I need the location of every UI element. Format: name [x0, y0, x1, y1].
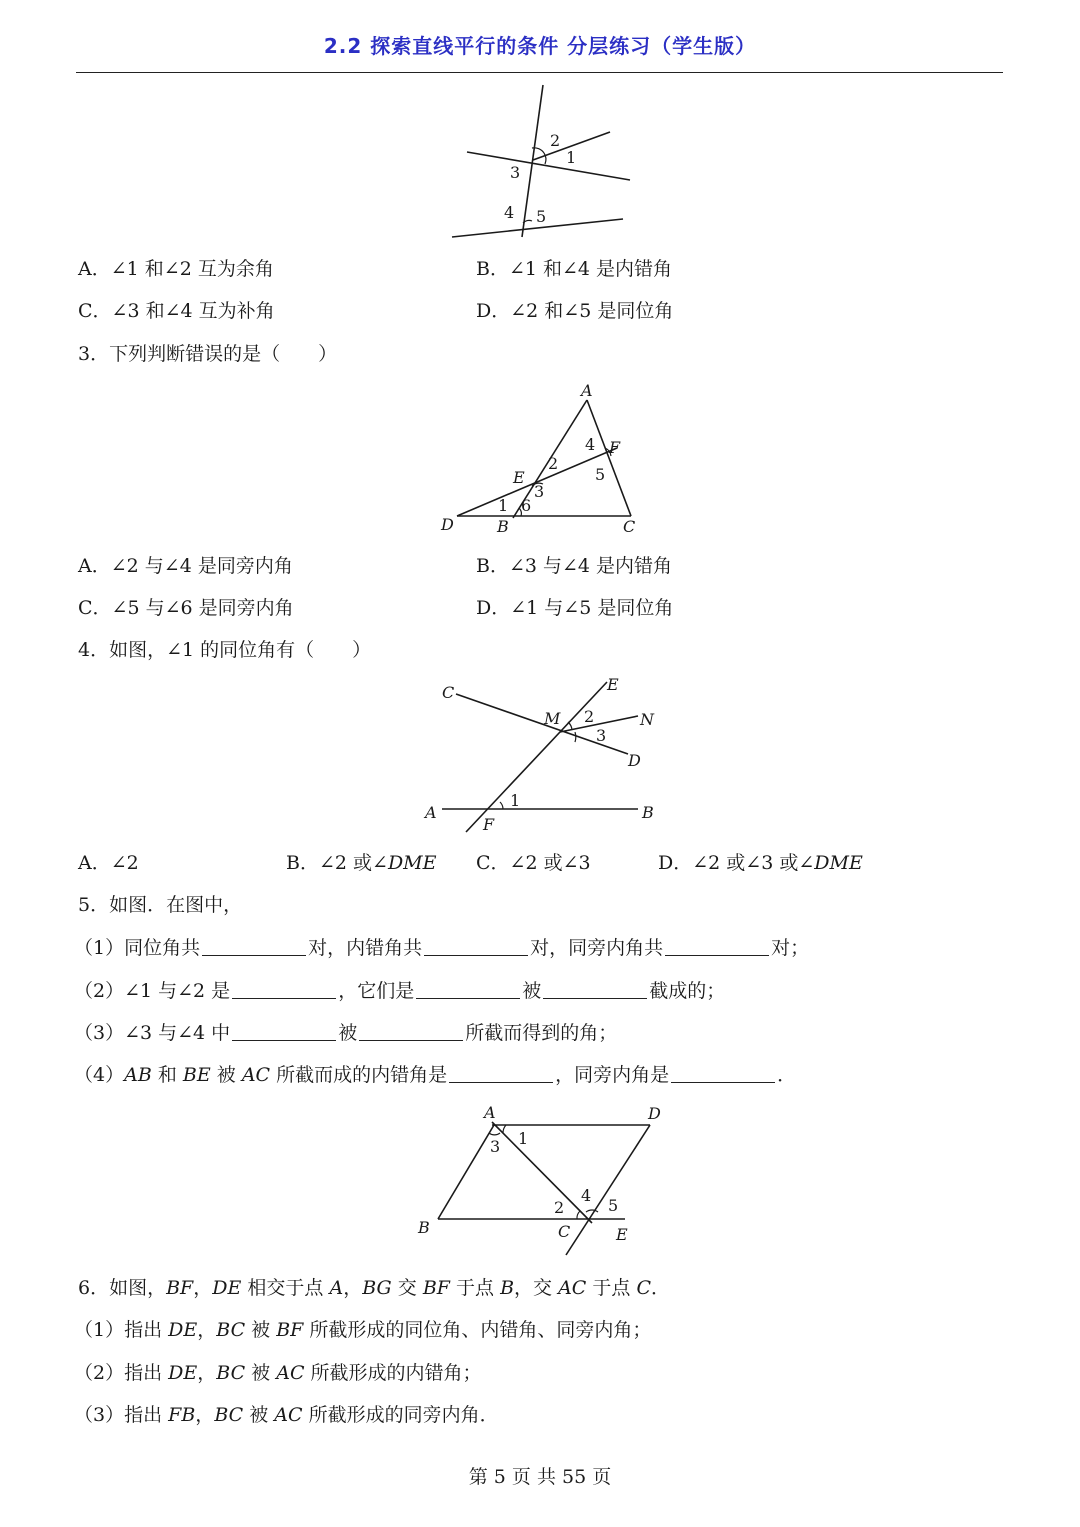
- q6-p1-de: DE: [168, 1319, 198, 1341]
- q6-stem-h: 于点: [586, 1277, 637, 1299]
- q2-label-1: 1: [566, 148, 577, 167]
- q2-label-2: 2: [550, 131, 561, 150]
- q3-label-5: 5: [595, 465, 606, 484]
- q5-p3-blank-1[interactable]: [232, 1022, 336, 1041]
- page-header-title: 2.2 探索直线平行的条件 分层练习（学生版）: [323, 34, 757, 58]
- q5-p4-blank-2[interactable]: [671, 1064, 775, 1083]
- q5-p2-blank-3[interactable]: [543, 980, 647, 999]
- q5-p3-blank-2[interactable]: [359, 1022, 463, 1041]
- q6-p3-c: 被: [243, 1404, 275, 1426]
- q6-stem: [78, 1275, 670, 1301]
- q5-line-d-transversal: [566, 1125, 650, 1255]
- q6-p1-b: ，: [197, 1319, 217, 1341]
- q4-label-f: F: [483, 815, 495, 834]
- q5-label-b: B: [418, 1218, 430, 1237]
- q3-label-3: 3: [534, 482, 545, 501]
- q6-stem-c: 相交于点: [241, 1277, 330, 1299]
- q6-stem-d: ，: [343, 1277, 363, 1299]
- q6-stem-b: ，: [193, 1277, 213, 1299]
- q5-p1-text-a: （1）同位角共: [74, 937, 201, 959]
- q5-p1-blank-3[interactable]: [665, 937, 769, 956]
- q5-p2-blank-2[interactable]: [416, 980, 520, 999]
- q4-label-n: N: [640, 710, 654, 729]
- q3-label-6: 6: [521, 496, 532, 515]
- q4-option-b-angle: DME: [387, 852, 437, 874]
- q3-label-d: D: [441, 515, 454, 534]
- q4-label-a: A: [425, 803, 437, 822]
- q6-p1-bf: BF: [276, 1319, 304, 1341]
- q5-stem: 5．如图．在图中，: [78, 894, 243, 916]
- header-divider: [76, 72, 1003, 73]
- q5-p1-text-b: 对，内错角共: [308, 937, 423, 959]
- q6-p3-d: 所截形成的同旁内角．: [302, 1404, 499, 1426]
- q4-option-d: [658, 850, 863, 876]
- q5-p4-blank-1[interactable]: [449, 1064, 553, 1083]
- q5-p4-text-a: （4）: [74, 1064, 125, 1086]
- q5-label-a: A: [484, 1103, 496, 1122]
- q4-label-1: 1: [510, 791, 521, 810]
- page-footer: 第 5 页 共 55 页: [468, 1466, 612, 1488]
- q6-part-1: [74, 1317, 651, 1343]
- q2-option-a: A．∠1 和∠2 互为余角: [78, 258, 274, 280]
- q4-angle-arc-1: [500, 802, 503, 809]
- q6-stem-point-a: A: [329, 1277, 344, 1299]
- q5-label-3: 3: [490, 1137, 501, 1156]
- q6-stem-point-b: B: [500, 1277, 515, 1299]
- q6-p1-a: （1）指出: [74, 1319, 169, 1341]
- q5-label-5: 5: [608, 1196, 619, 1215]
- q2-label-5: 5: [536, 207, 547, 226]
- q2-option-b: B．∠1 和∠4 是内错角: [476, 258, 673, 280]
- q4-option-a: A．∠2: [78, 852, 139, 874]
- q6-part-3: [74, 1402, 499, 1428]
- q4-label-c: C: [442, 683, 455, 702]
- q4-option-b-text: B．∠2 或∠: [286, 852, 388, 874]
- q4-label-m: M: [544, 709, 561, 728]
- q5-line-ac: [492, 1122, 592, 1223]
- q6-part-2: [74, 1360, 482, 1386]
- q6-p1-bc: BC: [216, 1319, 246, 1341]
- q6-p2-de: DE: [168, 1362, 198, 1384]
- q6-p3-bc: BC: [214, 1404, 244, 1426]
- q6-p3-ac: AC: [274, 1404, 303, 1426]
- q4-option-b: [286, 850, 437, 876]
- q3-label-e: E: [513, 468, 525, 487]
- q5-p4-text-e: ，同旁内角是: [555, 1064, 670, 1086]
- q3-label-b: B: [497, 517, 509, 536]
- q6-stem-point-c: C: [636, 1277, 651, 1299]
- q5-part-2: [74, 978, 725, 1004]
- q5-label-1: 1: [518, 1129, 529, 1148]
- q3-label-4: 4: [585, 435, 596, 454]
- q5-figure: [410, 1100, 670, 1260]
- q6-stem-de: DE: [212, 1277, 242, 1299]
- q5-angle-arc-4: [586, 1210, 598, 1212]
- q6-stem-bg: BG: [362, 1277, 392, 1299]
- q6-p2-bc: BC: [216, 1362, 246, 1384]
- q3-label-f: F: [609, 438, 621, 457]
- q5-p3-text-a: （3）∠3 与∠4 中: [74, 1022, 231, 1044]
- q6-p1-d: 所截形成的同位角、内错角、同旁内角；: [303, 1319, 652, 1341]
- q5-p4-text-d: 所截而成的内错角是: [270, 1064, 448, 1086]
- q4-stem: 4．如图，∠1 的同位角有（ ）: [78, 639, 372, 661]
- q5-p3-text-c: 所截而得到的角；: [465, 1022, 618, 1044]
- q6-p1-c: 被: [245, 1319, 277, 1341]
- q4-angle-arc-3: [575, 732, 576, 742]
- q6-stem-bf2: BF: [422, 1277, 450, 1299]
- q5-p4-text-b: 和: [151, 1064, 183, 1086]
- q3-option-b: B．∠3 与∠4 是内错角: [476, 555, 673, 577]
- q2-option-c: C．∠3 和∠4 互为补角: [78, 300, 275, 322]
- q3-stem: 3．下列判断错误的是（ ）: [78, 343, 338, 365]
- q5-p2-blank-1[interactable]: [232, 980, 336, 999]
- q4-option-d-angle: DME: [814, 852, 863, 874]
- q3-option-d: D．∠1 与∠5 是同位角: [476, 597, 674, 619]
- q5-p1-text-c: 对，同旁内角共: [530, 937, 664, 959]
- q3-label-a: A: [581, 381, 593, 400]
- q5-p2-text-b: ，它们是: [338, 980, 415, 1002]
- q5-p4-ab: AB: [124, 1064, 152, 1086]
- q5-p1-blank-2[interactable]: [424, 937, 528, 956]
- q6-stem-a: 6．如图，: [78, 1277, 167, 1299]
- q4-label-d: D: [628, 751, 641, 770]
- q3-label-c: C: [623, 517, 636, 536]
- q2-option-d: D．∠2 和∠5 是同位角: [476, 300, 674, 322]
- q5-line-ab: [438, 1125, 494, 1219]
- q6-stem-i: ．: [650, 1277, 670, 1299]
- q3-label-1: 1: [498, 496, 509, 515]
- q6-stem-ac: AC: [558, 1277, 587, 1299]
- q6-p2-ac: AC: [276, 1362, 305, 1384]
- q5-p4-ac: AC: [241, 1064, 271, 1086]
- q4-option-d-text: D．∠2 或∠3 或∠: [658, 852, 815, 874]
- q5-part-1: [74, 935, 809, 961]
- q5-p2-text-a: （2）∠1 与∠2 是: [74, 980, 231, 1002]
- q6-stem-e: 交: [391, 1277, 423, 1299]
- q6-stem-g: ，交: [514, 1277, 559, 1299]
- q5-angle-arc-3: [489, 1133, 500, 1135]
- q5-p1-text-d: 对；: [771, 937, 810, 959]
- q5-p4-text-f: ．: [777, 1064, 797, 1086]
- q6-p2-c: 被: [245, 1362, 277, 1384]
- q5-p3-text-b: 被: [338, 1022, 358, 1044]
- q4-label-3: 3: [596, 726, 607, 745]
- q6-p2-b: ，: [197, 1362, 217, 1384]
- q5-angle-arc-2: [577, 1211, 580, 1219]
- q3-label-2: 2: [548, 454, 559, 473]
- q4-option-c: C．∠2 或∠3: [476, 852, 591, 874]
- q6-stem-f: 于点: [449, 1277, 501, 1299]
- q6-p3-b: ，: [195, 1404, 215, 1426]
- q2-line-upper: [467, 152, 630, 180]
- q4-figure: [420, 672, 670, 842]
- q2-label-3: 3: [510, 163, 521, 182]
- q3-option-c: C．∠5 与∠6 是同旁内角: [78, 597, 294, 619]
- q5-part-4: [74, 1062, 796, 1088]
- q5-p2-text-d: 截成的；: [649, 980, 726, 1002]
- q2-figure: [440, 82, 640, 247]
- q5-angle-arc-1: [503, 1125, 506, 1133]
- q4-label-2: 2: [584, 707, 595, 726]
- q5-label-c: C: [558, 1222, 571, 1241]
- q5-label-2: 2: [554, 1198, 565, 1217]
- q6-p3-a: （3）指出: [74, 1404, 169, 1426]
- q5-label-d: D: [648, 1104, 661, 1123]
- q5-label-4: 4: [581, 1186, 592, 1205]
- q5-p4-text-c: 被: [210, 1064, 242, 1086]
- q6-p2-d: 所截形成的内错角；: [304, 1362, 482, 1384]
- q3-option-a: A．∠2 与∠4 是同旁内角: [78, 555, 293, 577]
- q4-label-e: E: [607, 675, 619, 694]
- q6-stem-bf: BF: [166, 1277, 194, 1299]
- q2-label-4: 4: [504, 203, 515, 222]
- q6-p3-fb: FB: [168, 1404, 196, 1426]
- q3-figure: [435, 380, 650, 540]
- q5-p2-text-c: 被: [522, 980, 542, 1002]
- q6-p2-a: （2）指出: [74, 1362, 169, 1384]
- q5-label-e: E: [616, 1225, 628, 1244]
- q4-label-b: B: [642, 803, 654, 822]
- q5-p1-blank-1[interactable]: [202, 937, 306, 956]
- q5-p4-be: BE: [182, 1064, 211, 1086]
- q5-part-3: [74, 1020, 617, 1046]
- q4-angle-arc-2: [568, 722, 572, 730]
